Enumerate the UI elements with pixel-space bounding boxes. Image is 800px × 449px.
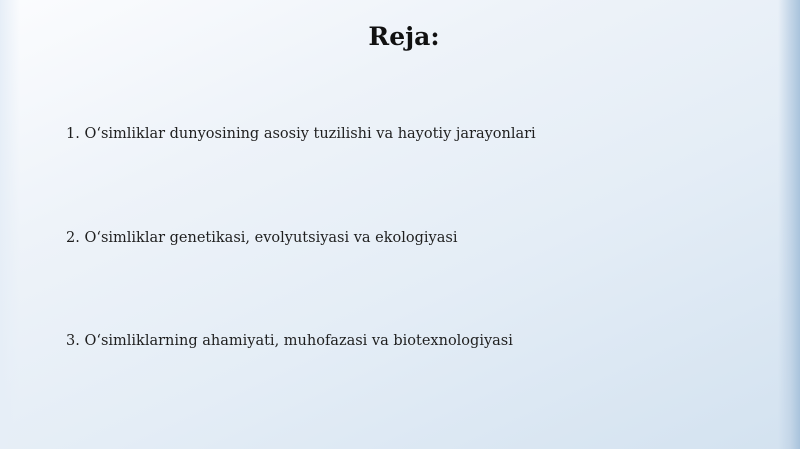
plan-item-2: 2. O‘simliklar genetikasi, evolyutsiyasi va ekologiyasi	[66, 230, 458, 246]
plan-item-1: 1. O‘simliklar dunyosining asosiy tuzilishi va hayotiy jarayonlari	[66, 126, 536, 142]
plan-item-3: 3. O‘simliklarning ahamiyati, muhofazasi va biotexnologiyasi	[66, 333, 513, 349]
slide-title: Reja:	[368, 22, 440, 51]
